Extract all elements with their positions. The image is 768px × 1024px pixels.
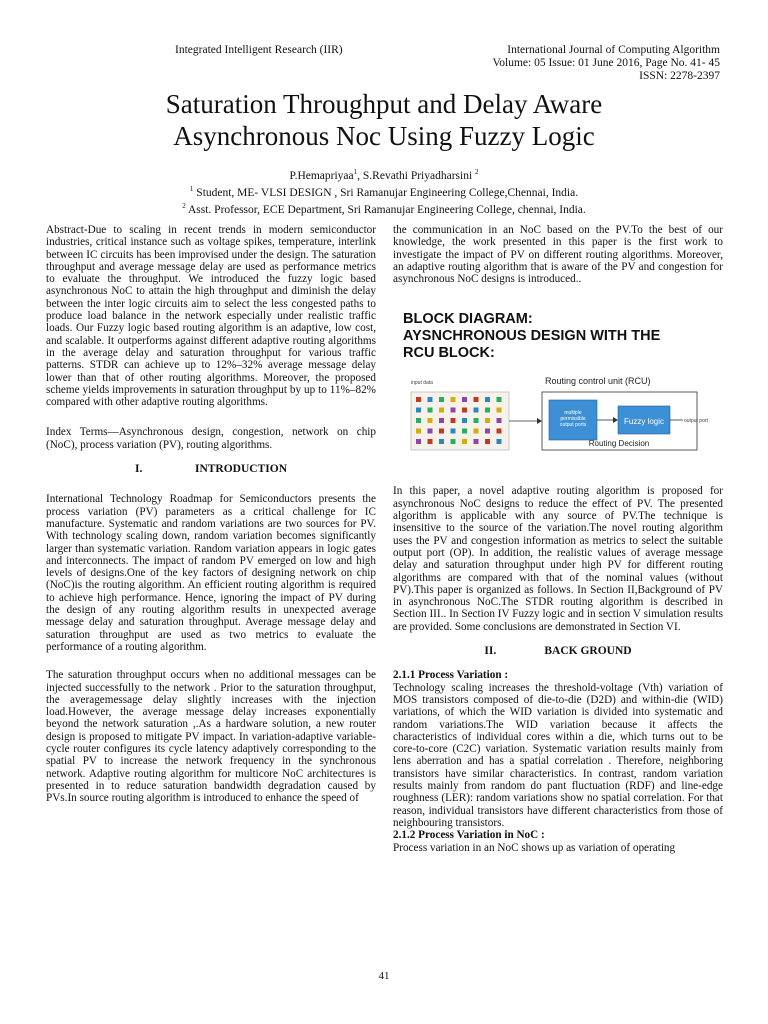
author-2-sup: 2 — [475, 168, 479, 176]
section-title: INTRODUCTION — [194, 463, 287, 476]
mesh-router-node — [416, 408, 421, 413]
mesh-router-node — [485, 418, 490, 423]
mesh-router-node — [485, 429, 490, 434]
journal-info — [492, 44, 720, 83]
author-2: , S.Revathi Priyadharsini — [357, 169, 476, 182]
title-line-1: Saturation Throughput and Delay Aware — [165, 89, 603, 119]
mesh-router-node — [462, 418, 467, 423]
block-diagram — [403, 376, 708, 471]
author-1: P.Hemapriyaa — [289, 169, 354, 182]
subsection-process-variation: 2.1.1 Process Variation : — [393, 669, 509, 682]
mesh-router-node — [462, 439, 467, 444]
section-number: II. — [484, 645, 497, 658]
mesh-router-node — [485, 397, 490, 402]
mesh-router-node — [485, 408, 490, 413]
affiliation-2 — [0, 200, 768, 217]
mesh-router-node — [474, 439, 479, 444]
mesh-router-node — [451, 418, 456, 423]
mesh-router-node — [428, 418, 433, 423]
block-diagram-heading — [403, 311, 723, 362]
mesh-router-node — [497, 408, 502, 413]
mesh-router-node — [497, 397, 502, 402]
mesh-router-node — [439, 429, 444, 434]
mesh-router-node — [428, 439, 433, 444]
index-terms: Index Terms—Asynchronous design, congestion, network on chip (NoC), process variation (PV), routing algorithms. — [46, 426, 376, 451]
section-number: I. — [134, 463, 143, 476]
mux-label-1: multiple — [564, 410, 582, 417]
paper-title — [0, 88, 768, 152]
block-heading-line-1: BLOCK DIAGRAM: — [403, 311, 533, 328]
mesh-router-node — [439, 418, 444, 423]
mesh-router-node — [451, 397, 456, 402]
mux-label-3: output ports — [559, 422, 587, 429]
routing-decision-label: Routing Decision — [588, 439, 650, 449]
process-variation-text: Technology scaling increases the threshold-voltage (Vth) variation of MOS transistors composed of die-to-die (D2D) and within-die (WID) variations, of which the WID variation is divided into systematic and random variations.The WID variation because it affects the characteristics of individual cores within a die, which turns out to be core-to-core (C2C) variation. Systematic variation results mainly from lens aberration and has a spatial correlation . Therefore, neighboring transistors have similar characteristics. In contrast, random variation results mainly from random do pant fluctuation (RDF) and line-edge roughness (LER): random variations show no spatial correlation. For that reason, individual transistors have different characteristics from those of neighbouring transistors. — [393, 681, 723, 829]
mesh-router-node — [439, 397, 444, 402]
mesh-router-node — [485, 439, 490, 444]
abstract: Abstract-Due to scaling in recent trends in modern semiconductor industries, critical instance such as voltage spikes, temperature, interlink between IC circuits has been improvised under the design. The saturation throughput and average message delay are used as performance metrics to evaluate the throughput. We introduced the fuzzy logic based asynchronous NoC to attain the high throughput and diminish the delay between the inter logic circuits aim to select the less congested paths to produce load balance in the network especially under realistic traffic loads. Our Fuzzy logic based routing algorithm is an adaptive, low cost, and scalable. It outperforms against different adaptive routing algorithms in the average delay and saturation throughput for various traffic patterns. STDR can achieve up to 12%–32% average message delay lower than that of other routing algorithms. Moreover, the proposed scheme yields improvements in saturation throughput by up to 11%–82% compared with other adaptive routing algorithms. — [46, 224, 376, 409]
author-block — [0, 166, 768, 216]
left-column — [46, 224, 376, 816]
mesh-router-node — [462, 408, 467, 413]
right-paragraph-1: the communication in an NoC based on the PV.To the best of our knowledge, the work presented in this paper is the first work to investigate the impact of PV on different routing algorithms. Moreover, an adaptive routing algorithm that is aware of the PV and congestion for asynchronous NoC designs is introduced.. — [393, 224, 723, 286]
mesh-router-node — [416, 439, 421, 444]
intro-paragraph-2: The saturation throughput occurs when no additional messages can be injected successfully to the network . Prior to the saturation throughput, the averagemessage delay slightly increases with the injection load.However, the average message delay increases exponentially beyond the network saturation ,.As a hardware solution, a new router design is proposed to mitigate PV impact. In variation-adaptive variable-cycle router configures its cycle latency adaptively corresponding to the spatial PV to increase the network frequency in the synchronous network. Adaptive routing algorithm for multicore NoC architectures is presented in to reduce saturation bandwidth degradation caused by PVs.In source routing algorithm is introduced to enhance the speed of — [46, 669, 376, 805]
block-heading-line-3: RCU BLOCK: — [403, 345, 495, 362]
mesh-router-node — [474, 408, 479, 413]
author-names — [0, 166, 768, 183]
section-heading-background — [393, 645, 723, 657]
mesh-router-node — [451, 408, 456, 413]
mesh-router-node — [416, 397, 421, 402]
mesh-router-node — [416, 418, 421, 423]
aff-2-sup: 2 — [182, 201, 186, 210]
aff-1-sup: 1 — [189, 184, 194, 193]
aff-1-text: Student, ME- VLSI DESIGN , Sri Ramanujar Engineering College,Chennai, India. — [193, 186, 579, 199]
intro-paragraph-1: International Technology Roadmap for Semiconductors presents the process variation (PV) parameters as a critical challenge for IC manufacture. Systematic and random variations are two sources for PV. With technology scaling down, random variation becomes significantly larger than systematic variation. Random variation appears in logic gates and interconnects. The impact of random PV emerged on low and high levels of designs.One of the key factors of designing network on chip (NoC)is the routing algorithm. An efficient routing algorithm is required to achieve high performance. Hence, ignoring the impact of PV during the design of any routing algorithm results in unexpected average message delay and saturation throughput. Average message delay and saturation throughput are used as two metrics to evaluate the performance of a routing algorithm. — [46, 493, 376, 653]
right-paragraph-2: In this paper, a novel adaptive routing algorithm is proposed for asynchronous NoC designs to reduce the effect of PV. The presented algorithm is applicable with any source of PV.The technique is insensitive to the source of the variation.The novel routing algorithm uses the PV and congestion information as metrics to select the suitable output port (OP). In addition, the realistic values of average message delay and saturation throughput under high PV for different routing algorithms are compared with that of the nominal values (without PV).This paper is organized as follows. In Section II,Background of PV in asynchronous NoC.The STDR routing algorithm is described in Section III.. In Section IV Fuzzy logic and in section V simulation results are provided. Some conclusions are demonstrated in Section VI. — [393, 485, 723, 633]
input-data-label: input data — [411, 380, 433, 387]
journal-volume: Volume: 05 Issue: 01 June 2016, Page No. 41- 45 — [492, 57, 720, 69]
mesh-router-node — [497, 439, 502, 444]
section-title: BACK GROUND — [544, 645, 632, 658]
aff-2-text: Asst. Professor, ECE Department, Sri Ramanujar Engineering College, chennai, India. — [185, 203, 586, 216]
mesh-router-node — [497, 418, 502, 423]
journal-issn: ISSN: 2278-2397 — [639, 70, 720, 82]
mesh-router-node — [474, 397, 479, 402]
mesh-router-node — [462, 397, 467, 402]
mesh-network — [411, 392, 509, 450]
mesh-router-node — [451, 439, 456, 444]
mesh-router-node — [428, 408, 433, 413]
output-port-label: output port — [684, 418, 708, 425]
mesh-router-node — [474, 418, 479, 423]
subsection-pv-in-noc: 2.1.2 Process Variation in NoC : — [393, 829, 545, 842]
mesh-router-node — [416, 429, 421, 434]
pv-noc-text: Process variation in an NoC shows up as variation of operating — [393, 841, 676, 854]
mesh-router-node — [439, 408, 444, 413]
page-number: 41 — [378, 970, 390, 982]
mesh-router-node — [451, 429, 456, 434]
input-arrow-head — [537, 418, 542, 424]
fuzzy-label: Fuzzy logic — [623, 417, 665, 427]
author-1-sup: 1 — [353, 168, 358, 176]
mesh-router-node — [439, 439, 444, 444]
mesh-router-node — [428, 397, 433, 402]
mesh-router-node — [428, 429, 433, 434]
mesh-router-node — [462, 429, 467, 434]
affiliation-1 — [0, 183, 768, 200]
mux-label-2: permissible — [560, 416, 586, 423]
journal-name: International Journal of Computing Algorithm — [507, 44, 720, 56]
rcu-label: Routing control unit (RCU) — [545, 376, 651, 387]
block-diagram-svg — [403, 376, 708, 471]
title-line-2: Asynchronous Noc Using Fuzzy Logic — [173, 121, 595, 151]
mesh-router-node — [474, 429, 479, 434]
section-heading-introduction — [46, 463, 376, 475]
mesh-router-node — [497, 429, 502, 434]
block-heading-line-2: AYSNCHRONOUS DESIGN WITH THE — [403, 328, 661, 345]
right-column — [393, 224, 723, 854]
publisher-name: Integrated Intelligent Research (IIR) — [175, 44, 343, 56]
